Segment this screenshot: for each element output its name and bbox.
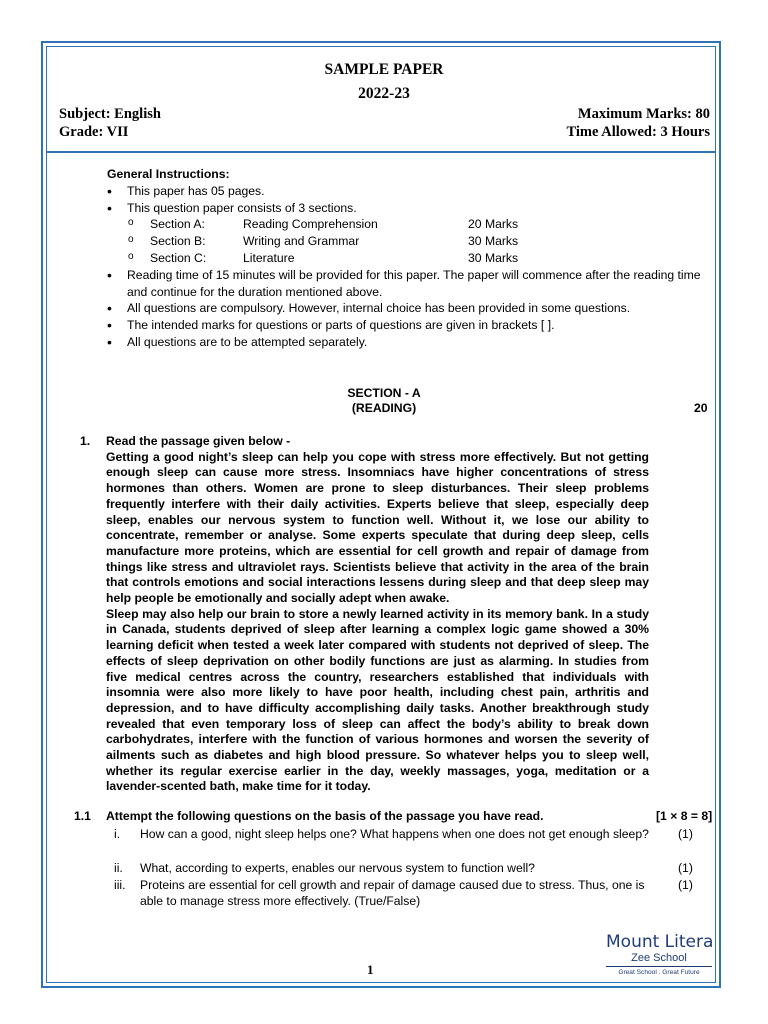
reading-passage xyxy=(106,434,649,795)
time-allowed-label: Time Allowed: 3 Hours xyxy=(566,124,710,140)
subquestion-number: 1.1 xyxy=(74,809,91,823)
instruction-item: • The intended marks for questions or parts of questions are given in brackets [ ]. xyxy=(107,317,707,334)
paper-year: 2022-23 xyxy=(358,85,410,102)
item-number: iii. xyxy=(114,878,126,892)
section-label: o Section A: xyxy=(150,217,205,232)
instruction-item: • Reading time of 15 minutes will be provided for this paper. The paper will commence after the reading time and continue for the duration mentioned above. xyxy=(107,267,707,301)
section-row xyxy=(107,250,707,267)
instruction-item: • This question paper consists of 3 sections. xyxy=(107,200,707,217)
passage-intro: Read the passage given below - xyxy=(106,434,291,448)
page-number: 1 xyxy=(367,962,374,977)
instruction-item: • All questions are to be attempted separately. xyxy=(107,334,707,351)
passage-paragraph: Sleep may also help our brain to store a newly learned activity in its memory bank. In a study in Canada, students deprived of sleep after learning a complex logic game showed a 30% learning deficit when tested a week later compared with students not deprived of sleep. The effects of sleep deprivation on other bodily functions are just as alarming. In studies from five medical centres across the country, researchers established that individuals with insomnia were also more likely to have poor health, including chest pain, arthritis and depression, and to have difficulty accomplishing daily tasks. Another breakthrough study revealed that even temporary loss of sleep can affect the body’s ability to break down carbohydrates, interfere with the function of various hormones and worsen the severity of ailments such as diabetes and high blood pressure. So whatever helps you to sleep well, whether its regular exercise earlier in the day, weekly massages, yoga, meditation or a lavender-scented bath, make time for it today. xyxy=(106,606,649,794)
logo-name: Mount Litera xyxy=(606,932,714,952)
section-a-subtitle: (READING) xyxy=(351,401,417,415)
grade-label: Grade: VII xyxy=(59,124,129,140)
passage-paragraph: Getting a good night’s sleep can help you cope with stress more effectively. But not getting enough sleep can cause more stress. Insomniacs have higher concentrations of stress hormones than others. Women are prone to sleep disturbances. Their sleep problems frequently interfere with their daily activities. Experts believe that sleep, especially deep sleep, enables our nervous system to function well. Without it, we lose our ability to concentrate, remember or analyse. Some experts speculate that during deep sleep, cells manufacture more proteins, which are essential for cell growth and repair of damage from things like stress and ultraviolet rays. Scientists believe that activity in the area of the brain that controls emotions and social interactions lessens during sleep and that deep sleep may help people be emotionally and socially adept when awake. xyxy=(106,449,649,606)
logo-subname: Zee School xyxy=(631,952,687,964)
section-name: Reading Comprehension xyxy=(243,217,378,232)
section-name: Literature xyxy=(243,250,295,265)
logo-divider xyxy=(606,966,712,967)
item-text: Proteins are essential for cell growth and repair of damage caused due to stress. Thus, one is able to manage stress more effectively. (True/False) xyxy=(140,878,645,908)
section-marks: 30 Marks xyxy=(468,234,519,249)
header-divider xyxy=(46,151,716,153)
general-instructions xyxy=(107,166,707,351)
logo-tagline: Great School . Great Future xyxy=(618,969,700,976)
section-name: Writing and Grammar xyxy=(243,234,360,249)
section-a-marks: 20 xyxy=(694,401,708,415)
item-number: i. xyxy=(114,827,121,841)
item-number: ii. xyxy=(114,861,123,875)
section-label: o Section C: xyxy=(150,250,207,265)
school-logo xyxy=(606,932,712,976)
section-row xyxy=(107,233,707,250)
section-marks: 20 Marks xyxy=(468,217,519,232)
section-a-title: SECTION - A xyxy=(347,386,421,400)
subquestion-marks: [1 × 8 = 8] xyxy=(656,809,713,823)
item-text: What, according to experts, enables our nervous system to function well? xyxy=(140,861,535,875)
paper-title: SAMPLE PAPER xyxy=(324,61,444,78)
question-number: 1. xyxy=(80,434,91,448)
item-marks: (1) xyxy=(678,878,693,892)
section-label: o Section B: xyxy=(150,234,206,249)
instructions-heading: General Instructions: xyxy=(107,167,230,181)
section-marks: 30 Marks xyxy=(468,250,519,265)
instruction-item: • All questions are compulsory. However, internal choice has been provided in some questions. xyxy=(107,300,707,317)
max-marks-label: Maximum Marks: 80 xyxy=(577,106,710,122)
instruction-item: • This paper has 05 pages. xyxy=(107,183,707,200)
item-marks: (1) xyxy=(678,861,693,875)
section-row xyxy=(107,216,707,233)
item-marks: (1) xyxy=(678,827,693,841)
item-text: How can a good, night sleep helps one? What happens when one does not get enough sleep? xyxy=(140,827,649,841)
subject-label: Subject: English xyxy=(59,106,161,122)
subquestion-instruction: Attempt the following questions on the basis of the passage you have read. xyxy=(106,809,544,823)
